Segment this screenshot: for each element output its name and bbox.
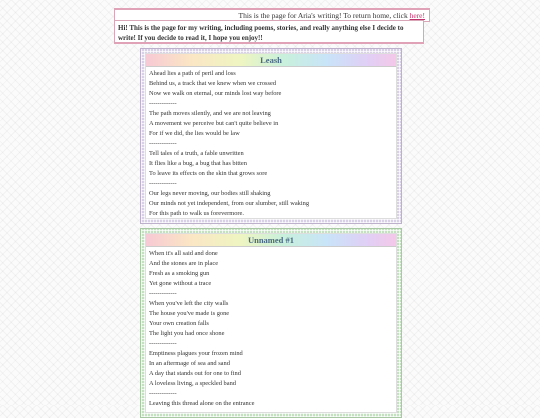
poem-line: Ahead lies a path of peril and loss <box>149 70 236 77</box>
poem-line: Now we walk on eternal, our minds lost way before <box>149 90 282 97</box>
poem-line: Our legs never moving, our bodies still shaking <box>149 190 271 197</box>
stanza-divider: ------------- <box>149 180 177 187</box>
poem-line: The path moves silently, and we are not leaving <box>149 110 271 117</box>
poem-line: A movement we perceive but can't quite believe in <box>149 120 279 127</box>
poem-line: In an aftermage of sea and sand <box>149 360 230 367</box>
poem-card-inner <box>145 53 397 219</box>
home-link[interactable]: here! <box>409 11 425 20</box>
poem-line: Emptiness plagues your frozen mind <box>149 350 243 357</box>
poem-line: The light you had once shone <box>149 330 225 337</box>
poem-title: Unnamed #1 <box>146 234 396 247</box>
poem-line: Your own creation falls <box>149 320 209 327</box>
poem-line: When it's all said and done <box>149 250 218 257</box>
stanza-divider: ------------- <box>149 140 177 147</box>
poem-body <box>146 247 396 411</box>
poem-line: Behind us, a track that we knew when we crossed <box>149 80 277 87</box>
poem-line: For this path to walk us forevermore. <box>149 210 244 217</box>
poem-line: To leave its effects on the skin that grows sore <box>149 170 268 177</box>
poem-line: For if we did, the lies would be law <box>149 130 240 137</box>
poem-line: Fresh as a smoking gun <box>149 270 210 277</box>
poem-line: A day that stands out for one to find <box>149 370 241 377</box>
poem-line: Tell tales of a truth, a fable unwritten <box>149 150 244 157</box>
stanza-divider: ------------- <box>149 340 177 347</box>
poem-line: It flies like a bug, a bug that has bitten <box>149 160 247 167</box>
poem-line: And the stones are in place <box>149 260 219 267</box>
poem-body <box>146 67 396 221</box>
poem-line: The house you've made is gone <box>149 310 230 317</box>
poem-line: A loveless living, a speckled band <box>149 380 236 387</box>
stanza-divider: ------------- <box>149 290 177 297</box>
poem-line: Our minds not yet independent, from our slumber, still waking <box>149 200 310 207</box>
stanza-divider: ------------- <box>149 100 177 107</box>
intro-box <box>114 20 424 44</box>
poem-card-inner <box>145 233 397 413</box>
poem-line: Yet gone without a trace <box>149 280 212 287</box>
intro-text: Hi! This is the page for my writing, including poems, stories, and really anything else I decide to write! If you decide to read it, I hope you enjoy!! <box>118 24 404 42</box>
poem-card-leash <box>140 48 402 224</box>
home-notice-text: This is the page for Aria's writing! To return home, click <box>238 11 408 20</box>
stanza-divider: ------------- <box>149 390 177 397</box>
poem-line: Leaving this thread alone on the entrance <box>149 400 255 407</box>
poem-title: Leash <box>146 54 396 67</box>
poem-line: When you've left the city walls <box>149 300 229 307</box>
poem-card-unnamed-1 <box>140 228 402 418</box>
